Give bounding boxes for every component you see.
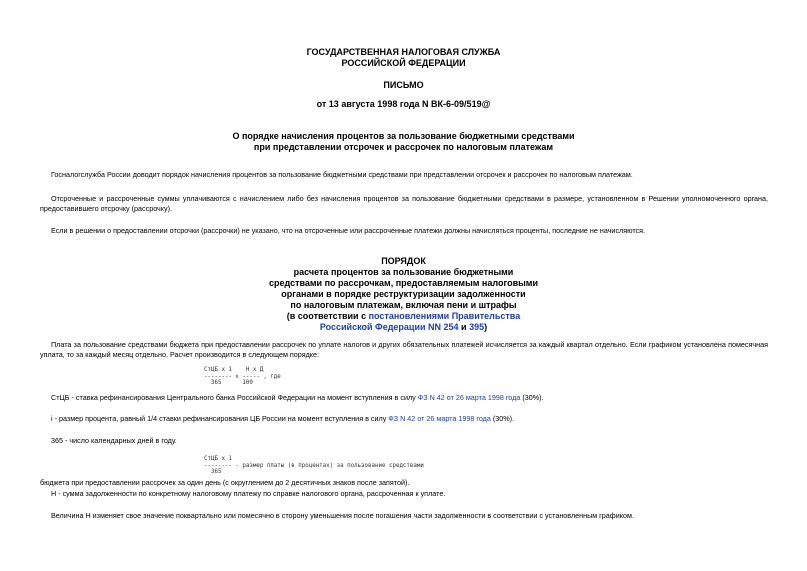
subject-line-1: О порядке начисления процентов за пользование бюджетными средствами [232,131,575,141]
paragraph-4: Плата за пользование средствами бюджета при предоставлении рассрочек по уплате налогов и других обязательных платежей исчисляется за каждый квартал отдельно. Если графиком установлена помесячная уплата, то за каждый месяц отдельно. Расчет производится в следующем порядке: [40,340,768,359]
order-title: ПОРЯДОК [381,256,426,266]
agency-line-1: ГОСУДАРСТВЕННАЯ НАЛОГОВАЯ СЛУЖБА [306,47,501,57]
definition-stcb-text: СтЦБ - ставка рефинансирования Центрального банка Российской Федерации на момент вступления в силу [51,393,418,402]
definition-i-suffix: (30%). [490,414,515,423]
document-date: от 13 августа 1998 года N ВК-6-09/519@ [316,99,491,109]
order-line-1: расчета процентов за пользование бюджетными [293,267,514,277]
formula-1: СтЦБ х 1 Н х Д -------- х ----- , где 365 100 [204,367,281,387]
decree-254-link[interactable]: Российской Федерации NN 254 [319,322,459,332]
document-type: ПИСЬМО [383,80,424,90]
order-line-4: по налоговым платежам, включая пени и штрафы [290,300,517,310]
order-line-6 [0,322,807,333]
order-line-5-prefix: (в соответствии с [286,311,369,321]
definition-n: Н - сумма задолженности по конкретному налоговому платежу по справке налогового органа, рассроченная к уплате. [51,489,446,498]
document-subject [0,131,807,153]
subject-line-2: при представлении отсрочек и рассрочек по налоговым платежам [253,142,554,152]
fz42-link-2[interactable]: ФЗ N 42 от 26 марта 1998 года [388,414,491,423]
agency-line-2: РОССИЙСКОЙ ФЕДЕРАЦИИ [341,58,466,68]
order-heading [0,256,807,333]
paragraph-1: Госналогслужба России доводит порядок начисления процентов за пользование бюджетными средствами при представлении отсрочек и рассрочек по налоговым платежам. [51,170,633,179]
order-line-5 [0,311,807,322]
paragraph-5: Величина Н изменяет свое значение поквартально или помесячно в сторону уменьшения после погашения части задолженности в соответствии с установленным графиком. [51,511,634,520]
definition-stcb-suffix: (30%). [520,393,544,402]
definition-i-text: i - размер процента, равный 1/4 ставки рефинансирования ЦБ России на момент вступления в силу [51,414,389,423]
agency-heading [0,47,807,69]
order-and-text: и [458,322,470,332]
fz42-link-1[interactable]: ФЗ N 42 от 26 марта 1998 года [417,393,521,402]
definition-daily-rate: бюджета при предоставлении рассрочек за один день (с округлением до 2 десятичных знаков после запятой). [40,478,410,487]
definition-365: 365 - число календарных дней в году. [51,436,177,445]
order-close-paren: ) [484,322,488,332]
paragraph-3: Если в решении о предоставлении отсрочки (рассрочки) не указано, что на отсроченные или рассроченные платежи должны начисляться проценты, последние не начисляются. [51,226,646,235]
definition-i [40,414,768,424]
paragraph-2: Отсроченные и рассроченные суммы уплачиваются с начислением либо без начисления процентов за пользование бюджетными средствами в размере, установленном в Решении уполномоченного органа, предоставившего отсрочку (рассрочку). [40,194,768,213]
order-line-3: органами в порядке реструктуризации задолженности [281,289,526,299]
formula-2: СтЦБ х 1 -------- - размер платы (в процентах) за пользование средствами 365 [204,456,424,476]
definition-stcb [40,393,768,403]
decree-395-link[interactable]: 395 [469,322,485,332]
government-decree-link[interactable]: постановлениями Правительства [368,311,521,321]
order-line-2: средствами по рассрочкам, предоставляемым налоговыми [268,278,539,288]
